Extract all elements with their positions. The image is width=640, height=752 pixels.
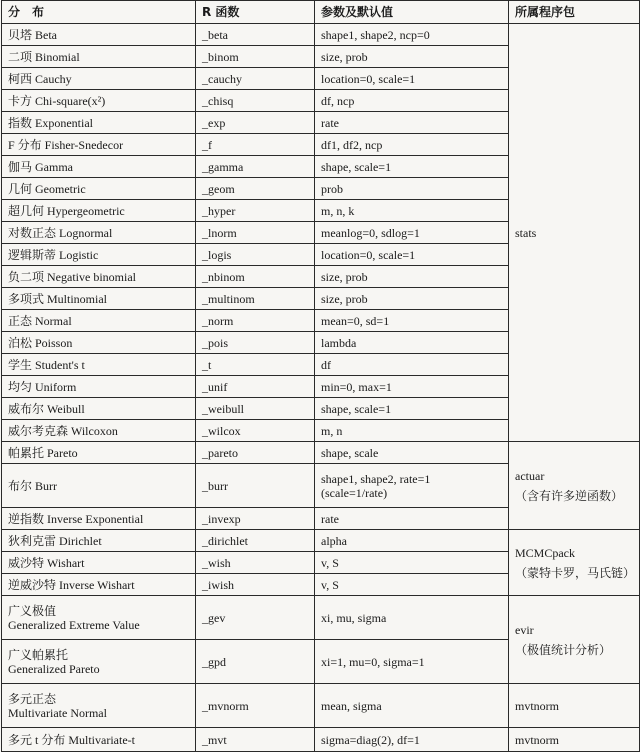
function-cell: _t (196, 354, 315, 376)
params-cell-line: size, prob (321, 269, 368, 284)
function-cell: _wilcox (196, 420, 315, 442)
params-cell-line: location=0, scale=1 (321, 247, 416, 262)
function-cell: _wish (196, 552, 315, 574)
params-cell (315, 684, 509, 728)
function-cell: _mvnorm (196, 684, 315, 728)
package-line: stats (515, 225, 537, 240)
distribution-cell (2, 156, 196, 178)
params-cell-line: mean, sigma (321, 698, 382, 713)
params-cell (315, 420, 509, 442)
distribution-cell-line: 逆威沙特 Inverse Wishart (8, 577, 135, 592)
distribution-cell-line: 泊松 Poisson (8, 335, 73, 350)
distribution-cell-line: 对数正态 Lognormal (8, 225, 113, 240)
package-cell (509, 24, 640, 442)
distribution-cell (2, 90, 196, 112)
params-cell-line: df1, df2, ncp (321, 137, 383, 152)
distribution-cell (2, 266, 196, 288)
params-cell (315, 574, 509, 596)
distribution-cell (2, 464, 196, 508)
package-line: MCMCpack (515, 545, 575, 560)
function-cell: _unif (196, 376, 315, 398)
table-row (2, 596, 640, 640)
distribution-cell (2, 530, 196, 552)
function-cell: _chisq (196, 90, 315, 112)
header-row (2, 1, 640, 24)
params-cell (315, 178, 509, 200)
distribution-cell (2, 112, 196, 134)
params-cell-line: shape, scale=1 (321, 159, 392, 174)
distribution-cell (2, 442, 196, 464)
params-cell (315, 640, 509, 684)
distribution-cell (2, 46, 196, 68)
distribution-cell-line: 卡方 Chi-square(x²) (8, 93, 106, 108)
package-line: mvtnorm (515, 698, 559, 713)
distribution-cell (2, 332, 196, 354)
function-cell: _pois (196, 332, 315, 354)
distribution-cell (2, 178, 196, 200)
function-cell: _f (196, 134, 315, 156)
params-cell (315, 46, 509, 68)
params-cell-line: xi, mu, sigma (321, 610, 387, 625)
distribution-cell (2, 420, 196, 442)
distribution-cell-line: Generalized Pareto (8, 661, 100, 676)
params-cell (315, 508, 509, 530)
distribution-cell-line: 几何 Geometric (8, 181, 86, 196)
function-cell: _gamma (196, 156, 315, 178)
function-cell: _logis (196, 244, 315, 266)
params-cell-line: sigma=diag(2), df=1 (321, 732, 420, 747)
distribution-cell (2, 288, 196, 310)
params-cell-line: rate (321, 115, 339, 130)
function-cell: _iwish (196, 574, 315, 596)
distribution-cell (2, 24, 196, 46)
package-line: （含有许多逆函数） (515, 488, 624, 503)
package-line: mvtnorm (515, 732, 559, 747)
params-cell (315, 222, 509, 244)
distribution-cell (2, 574, 196, 596)
function-cell: _nbinom (196, 266, 315, 288)
params-cell-line: mean=0, sd=1 (321, 313, 390, 328)
function-cell: _geom (196, 178, 315, 200)
params-cell (315, 266, 509, 288)
distribution-cell-line: 逆指数 Inverse Exponential (8, 511, 144, 526)
function-cell: _gpd (196, 640, 315, 684)
params-cell (315, 244, 509, 266)
params-cell (315, 156, 509, 178)
params-cell (315, 68, 509, 90)
package-line: （极值统计分析） (515, 642, 612, 657)
params-cell-line: alpha (321, 533, 347, 548)
distribution-cell-line: 学生 Student's t (8, 357, 85, 372)
params-cell (315, 310, 509, 332)
distribution-cell-line: 布尔 Burr (8, 478, 57, 493)
function-cell: _weibull (196, 398, 315, 420)
params-cell-line: m, n, k (321, 203, 355, 218)
params-cell (315, 354, 509, 376)
params-cell-line: lambda (321, 335, 357, 350)
table-body (2, 24, 640, 752)
distribution-cell-line: 帕累托 Pareto (8, 445, 78, 460)
package-cell (509, 684, 640, 728)
distribution-cell-line: 超几何 Hypergeometric (8, 203, 125, 218)
distribution-cell (2, 640, 196, 684)
params-cell-line: location=0, scale=1 (321, 71, 416, 86)
distribution-cell (2, 200, 196, 222)
distribution-cell-line: Multivariate Normal (8, 705, 107, 720)
params-cell-line: min=0, max=1 (321, 379, 392, 394)
params-cell-line: shape1, shape2, rate=1 (321, 471, 431, 486)
table-row (2, 24, 640, 46)
params-cell (315, 112, 509, 134)
distribution-cell-line: 二项 Binomial (8, 49, 80, 64)
distribution-cell (2, 596, 196, 640)
params-cell-line: m, n (321, 423, 343, 438)
distribution-cell-line: 指数 Exponential (8, 115, 93, 130)
params-cell-line: df, ncp (321, 93, 355, 108)
function-cell: _burr (196, 464, 315, 508)
function-cell: _mvt (196, 728, 315, 752)
package-cell (509, 442, 640, 530)
params-cell (315, 288, 509, 310)
params-cell (315, 552, 509, 574)
distribution-cell-line: 逻辑斯蒂 Logistic (8, 247, 99, 262)
function-cell: _gev (196, 596, 315, 640)
table-row (2, 442, 640, 464)
params-cell-line: v, S (321, 555, 339, 570)
function-cell: _norm (196, 310, 315, 332)
params-cell-line: xi=1, mu=0, sigma=1 (321, 654, 425, 669)
distribution-cell-line: F 分布 Fisher-Snedecor (8, 137, 124, 152)
distribution-cell (2, 310, 196, 332)
distribution-cell (2, 684, 196, 728)
distribution-cell-line: 威布尔 Weibull (8, 401, 85, 416)
params-cell-line: meanlog=0, sdlog=1 (321, 225, 420, 240)
params-cell (315, 24, 509, 46)
package-line: （蒙特卡罗，马氏链） (515, 565, 636, 580)
params-cell-line: size, prob (321, 49, 368, 64)
function-cell: _pareto (196, 442, 315, 464)
params-cell (315, 376, 509, 398)
function-cell: _lnorm (196, 222, 315, 244)
distribution-cell-line: 均匀 Uniform (8, 379, 77, 394)
distribution-cell (2, 68, 196, 90)
header-package: 所属程序包 (509, 1, 640, 24)
table-row (2, 530, 640, 552)
distribution-cell-line: 多元正态 (8, 691, 57, 706)
distribution-cell (2, 376, 196, 398)
function-cell: _binom (196, 46, 315, 68)
distribution-cell (2, 508, 196, 530)
params-cell-line: shape, scale (321, 445, 379, 460)
function-cell: _dirichlet (196, 530, 315, 552)
distribution-cell-line: 广义极值 (8, 603, 57, 618)
distribution-cell-line: 多元 t 分布 Multivariate-t (8, 732, 135, 747)
distribution-cell (2, 728, 196, 752)
params-cell (315, 398, 509, 420)
function-cell: _cauchy (196, 68, 315, 90)
distribution-cell (2, 354, 196, 376)
params-cell (315, 728, 509, 752)
header-function: R 函数 (196, 1, 315, 24)
header-distribution: 分 布 (2, 1, 196, 24)
params-cell-line: shape1, shape2, ncp=0 (321, 27, 430, 42)
params-cell-line: rate (321, 511, 339, 526)
distribution-cell-line: 威沙特 Wishart (8, 555, 85, 570)
params-cell (315, 596, 509, 640)
distribution-cell-line: 多项式 Multinomial (8, 291, 108, 306)
distribution-cell-line: 伽马 Gamma (8, 159, 73, 174)
function-cell: _invexp (196, 508, 315, 530)
distribution-cell (2, 222, 196, 244)
params-cell-line: size, prob (321, 291, 368, 306)
params-cell (315, 332, 509, 354)
package-cell (509, 728, 640, 752)
function-cell: _beta (196, 24, 315, 46)
distribution-cell-line: 正态 Normal (8, 313, 72, 328)
distribution-cell-line: 柯西 Cauchy (8, 71, 72, 86)
params-cell (315, 530, 509, 552)
header-params: 参数及默认值 (315, 1, 509, 24)
params-cell-line: v, S (321, 577, 339, 592)
params-cell-line: df (321, 357, 331, 372)
distribution-cell-line: Generalized Extreme Value (8, 617, 140, 632)
package-cell (509, 596, 640, 684)
function-cell: _exp (196, 112, 315, 134)
params-cell (315, 134, 509, 156)
function-cell: _hyper (196, 200, 315, 222)
params-cell (315, 90, 509, 112)
distribution-cell (2, 244, 196, 266)
params-cell-line: (scale=1/rate) (321, 485, 388, 500)
package-cell (509, 530, 640, 596)
distribution-cell (2, 398, 196, 420)
params-cell (315, 464, 509, 508)
distribution-cell (2, 134, 196, 156)
distribution-cell-line: 狄利克雷 Dirichlet (8, 533, 102, 548)
distribution-cell (2, 552, 196, 574)
distribution-cell-line: 负二项 Negative binomial (8, 269, 136, 284)
package-line: evir (515, 622, 534, 637)
package-line: actuar (515, 468, 545, 483)
params-cell (315, 200, 509, 222)
params-cell-line: shape, scale=1 (321, 401, 392, 416)
params-cell-line: prob (321, 181, 343, 196)
distribution-cell-line: 威尔考克森 Wilcoxon (8, 423, 118, 438)
distribution-cell-line: 贝塔 Beta (8, 27, 57, 42)
function-cell: _multinom (196, 288, 315, 310)
distribution-cell-line: 广义帕累托 (8, 647, 69, 662)
distribution-table (1, 0, 640, 752)
table-row (2, 684, 640, 728)
table-row (2, 728, 640, 752)
params-cell (315, 442, 509, 464)
